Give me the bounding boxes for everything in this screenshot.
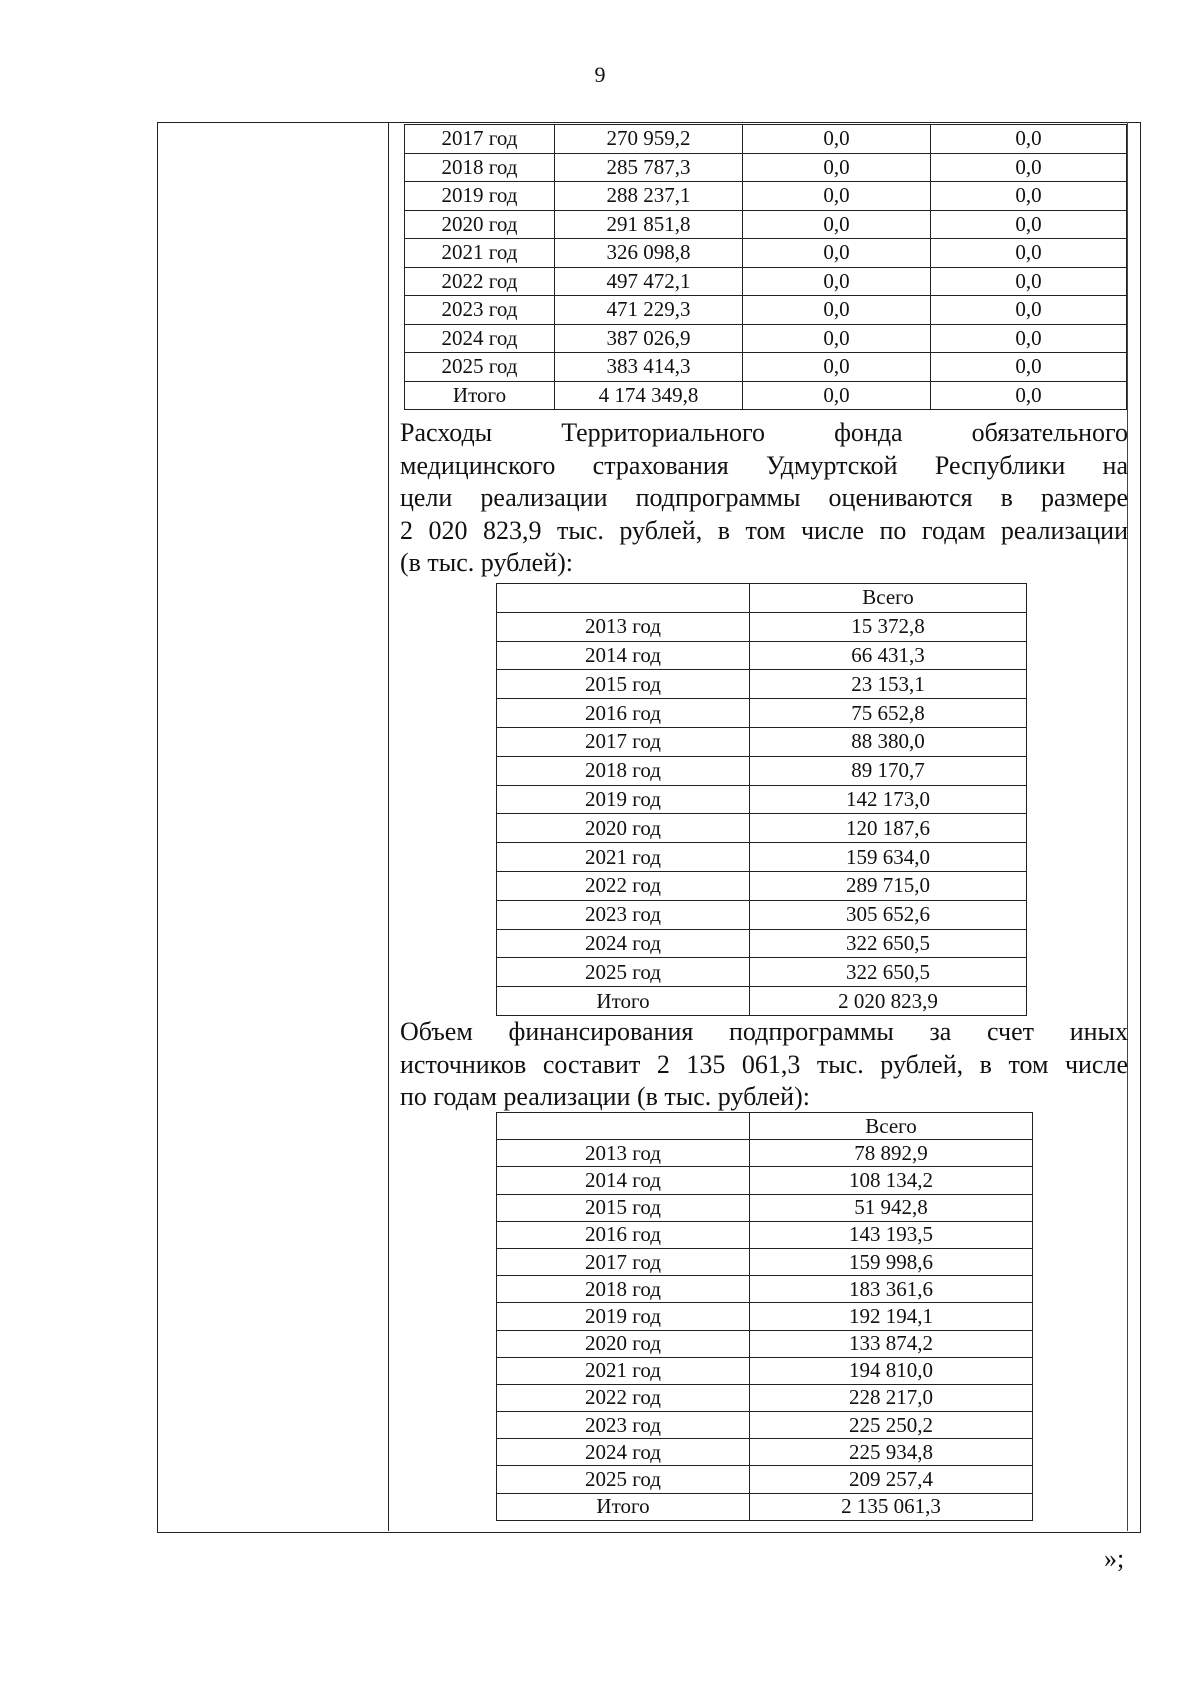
table-cell: 23 153,1: [750, 670, 1027, 699]
table-row: [497, 641, 1027, 670]
table-cell: 2017 год: [497, 1248, 750, 1275]
table-cell: 0,0: [743, 267, 931, 296]
table-cell: 2019 год: [497, 1303, 750, 1330]
table-row: [497, 727, 1027, 756]
table-cell: 192 194,1: [750, 1303, 1033, 1330]
table-cell: 0,0: [743, 296, 931, 325]
table-row: [497, 756, 1027, 785]
table-cell: 2021 год: [497, 843, 750, 872]
table-cell: 291 851,8: [555, 210, 743, 239]
table-cell: 0,0: [743, 153, 931, 182]
table-cell: 0,0: [931, 381, 1127, 410]
table-cell: 288 237,1: [555, 182, 743, 211]
tfoms-table-body: [497, 584, 1027, 1016]
table-cell: 326 098,8: [555, 239, 743, 268]
table-row: [497, 1330, 1033, 1357]
table-row: [497, 1466, 1033, 1493]
table-row: [497, 1439, 1033, 1466]
table-row: [497, 871, 1027, 900]
table-cell: 4 174 349,8: [555, 381, 743, 410]
table-cell: 2024 год: [405, 324, 555, 353]
table-cell: 2021 год: [497, 1357, 750, 1384]
table-row: [497, 987, 1027, 1016]
table-cell: 2023 год: [405, 296, 555, 325]
table-cell: 0,0: [743, 381, 931, 410]
table-cell: 0,0: [931, 324, 1127, 353]
table-cell: 120 187,6: [750, 814, 1027, 843]
table-cell: Итого: [405, 381, 555, 410]
table-cell: 183 361,6: [750, 1276, 1033, 1303]
table-cell: 2018 год: [497, 756, 750, 785]
table-cell: 51 942,8: [750, 1194, 1033, 1221]
table-cell: 2022 год: [497, 1384, 750, 1411]
table-cell: 2021 год: [405, 239, 555, 268]
table-cell: 0,0: [743, 210, 931, 239]
table-cell: 0,0: [931, 296, 1127, 325]
other-sources-table: [496, 1112, 1033, 1521]
paragraph-line: медицинского страхования Удмуртской Республики на: [400, 450, 1128, 480]
table-row: [405, 210, 1127, 239]
table-cell: 387 026,9: [555, 324, 743, 353]
inner-right-edge: [1127, 122, 1128, 1531]
paragraph-tfoms: [400, 417, 1128, 580]
table-cell: 2018 год: [497, 1276, 750, 1303]
table-cell: 75 652,8: [750, 699, 1027, 728]
tfoms-table: [496, 583, 1027, 1016]
table-cell: 194 810,0: [750, 1357, 1033, 1384]
table-cell: 2023 год: [497, 900, 750, 929]
table-cell: 2 020 823,9: [750, 987, 1027, 1016]
table-cell: 2024 год: [497, 1439, 750, 1466]
table-header-row: [497, 1113, 1033, 1140]
table-cell: 2020 год: [405, 210, 555, 239]
table-cell: 0,0: [931, 125, 1127, 154]
other-sources-table-body: [497, 1113, 1033, 1521]
table-row: [497, 1140, 1033, 1167]
table-cell: 322 650,5: [750, 958, 1027, 987]
table-cell: 270 959,2: [555, 125, 743, 154]
paragraph-line: по годам реализации (в тыс. рублей):: [400, 1082, 810, 1111]
table-row: [497, 1357, 1033, 1384]
table-cell: 228 217,0: [750, 1384, 1033, 1411]
table-row: [405, 353, 1127, 382]
table-cell: 142 173,0: [750, 785, 1027, 814]
table-cell: 2019 год: [497, 785, 750, 814]
table-cell: 2014 год: [497, 1167, 750, 1194]
table-cell: 15 372,8: [750, 612, 1027, 641]
table-cell: 0,0: [743, 239, 931, 268]
table-cell: 2025 год: [497, 958, 750, 987]
table-cell: 0,0: [743, 353, 931, 382]
financing-table-main-body: [405, 125, 1127, 410]
table-cell: 2020 год: [497, 814, 750, 843]
table-cell: 322 650,5: [750, 929, 1027, 958]
table-row: [497, 612, 1027, 641]
financing-table-main: [404, 124, 1127, 410]
table-header-row: [497, 584, 1027, 613]
table-cell: Всего: [750, 1113, 1033, 1140]
table-cell: 2022 год: [497, 871, 750, 900]
table-row: [497, 1493, 1033, 1520]
table-cell: 2025 год: [497, 1466, 750, 1493]
table-cell: 225 250,2: [750, 1412, 1033, 1439]
table-cell: 209 257,4: [750, 1466, 1033, 1493]
table-row: [497, 1221, 1033, 1248]
table-cell: 89 170,7: [750, 756, 1027, 785]
table-cell: Итого: [497, 987, 750, 1016]
table-cell: 2015 год: [497, 1194, 750, 1221]
table-cell: 2025 год: [405, 353, 555, 382]
table-cell: 0,0: [931, 239, 1127, 268]
table-cell: 2 135 061,3: [750, 1493, 1033, 1520]
table-cell: 0,0: [931, 267, 1127, 296]
table-row: [497, 1167, 1033, 1194]
table-cell: 2013 год: [497, 1140, 750, 1167]
table-cell: 471 229,3: [555, 296, 743, 325]
table-row: [405, 267, 1127, 296]
table-row: [497, 929, 1027, 958]
table-row: [497, 1194, 1033, 1221]
paragraph-line: (в тыс. рублей):: [400, 548, 574, 577]
table-cell: Итого: [497, 1493, 750, 1520]
table-cell: 159 998,6: [750, 1248, 1033, 1275]
table-row: [497, 1276, 1033, 1303]
table-row: [497, 785, 1027, 814]
table-row: [405, 182, 1127, 211]
table-row: [497, 843, 1027, 872]
table-cell: 2024 год: [497, 929, 750, 958]
column-divider: [388, 122, 389, 1531]
paragraph-line: источников составит 2 135 061,3 тыс. рублей, в том числе: [400, 1049, 1128, 1079]
table-cell: 0,0: [743, 324, 931, 353]
table-cell: 2020 год: [497, 1330, 750, 1357]
paragraph-line: 2 020 823,9 тыс. рублей, в том числе по годам реализации: [400, 515, 1128, 545]
table-cell: 2022 год: [405, 267, 555, 296]
table-cell: 2016 год: [497, 699, 750, 728]
table-cell: 2017 год: [497, 727, 750, 756]
table-row: [497, 958, 1027, 987]
table-cell: 2017 год: [405, 125, 555, 154]
table-cell: 305 652,6: [750, 900, 1027, 929]
table-cell: 225 934,8: [750, 1439, 1033, 1466]
table-row: [405, 381, 1127, 410]
table-row: [405, 296, 1127, 325]
table-row: [497, 1248, 1033, 1275]
table-cell: [497, 1113, 750, 1140]
table-cell: 285 787,3: [555, 153, 743, 182]
table-cell: 289 715,0: [750, 871, 1027, 900]
table-cell: Всего: [750, 584, 1027, 613]
paragraph-line: Объем финансирования подпрограммы за счет иных: [400, 1017, 1128, 1046]
table-cell: [497, 584, 750, 613]
table-cell: 88 380,0: [750, 727, 1027, 756]
table-cell: 2023 год: [497, 1412, 750, 1439]
table-cell: 159 634,0: [750, 843, 1027, 872]
table-cell: 2015 год: [497, 670, 750, 699]
table-cell: 0,0: [743, 182, 931, 211]
table-cell: 2016 год: [497, 1221, 750, 1248]
table-cell: 0,0: [931, 210, 1127, 239]
paragraph-other: [400, 1016, 1128, 1114]
table-row: [405, 324, 1127, 353]
table-cell: 108 134,2: [750, 1167, 1033, 1194]
table-cell: 0,0: [743, 125, 931, 154]
table-cell: 0,0: [931, 353, 1127, 382]
table-row: [405, 153, 1127, 182]
table-cell: 0,0: [931, 182, 1127, 211]
table-row: [497, 1384, 1033, 1411]
paragraph-line: цели реализации подпрограммы оцениваются в размере: [400, 483, 1128, 512]
table-cell: 66 431,3: [750, 641, 1027, 670]
table-row: [497, 699, 1027, 728]
page-number: 9: [594, 62, 606, 87]
table-cell: 2014 год: [497, 641, 750, 670]
table-cell: 143 193,5: [750, 1221, 1033, 1248]
table-row: [497, 670, 1027, 699]
paragraph-line: Расходы Территориального фонда обязательного: [400, 418, 1128, 447]
table-cell: 2013 год: [497, 612, 750, 641]
table-row: [497, 900, 1027, 929]
table-cell: 2018 год: [405, 153, 555, 182]
table-row: [405, 239, 1127, 268]
table-cell: 497 472,1: [555, 267, 743, 296]
table-row: [405, 125, 1127, 154]
closing-quote: »;: [1104, 1544, 1125, 1573]
table-cell: 78 892,9: [750, 1140, 1033, 1167]
table-row: [497, 814, 1027, 843]
table-cell: 383 414,3: [555, 353, 743, 382]
table-cell: 133 874,2: [750, 1330, 1033, 1357]
table-row: [497, 1303, 1033, 1330]
table-cell: 0,0: [931, 153, 1127, 182]
table-cell: 2019 год: [405, 182, 555, 211]
table-row: [497, 1412, 1033, 1439]
